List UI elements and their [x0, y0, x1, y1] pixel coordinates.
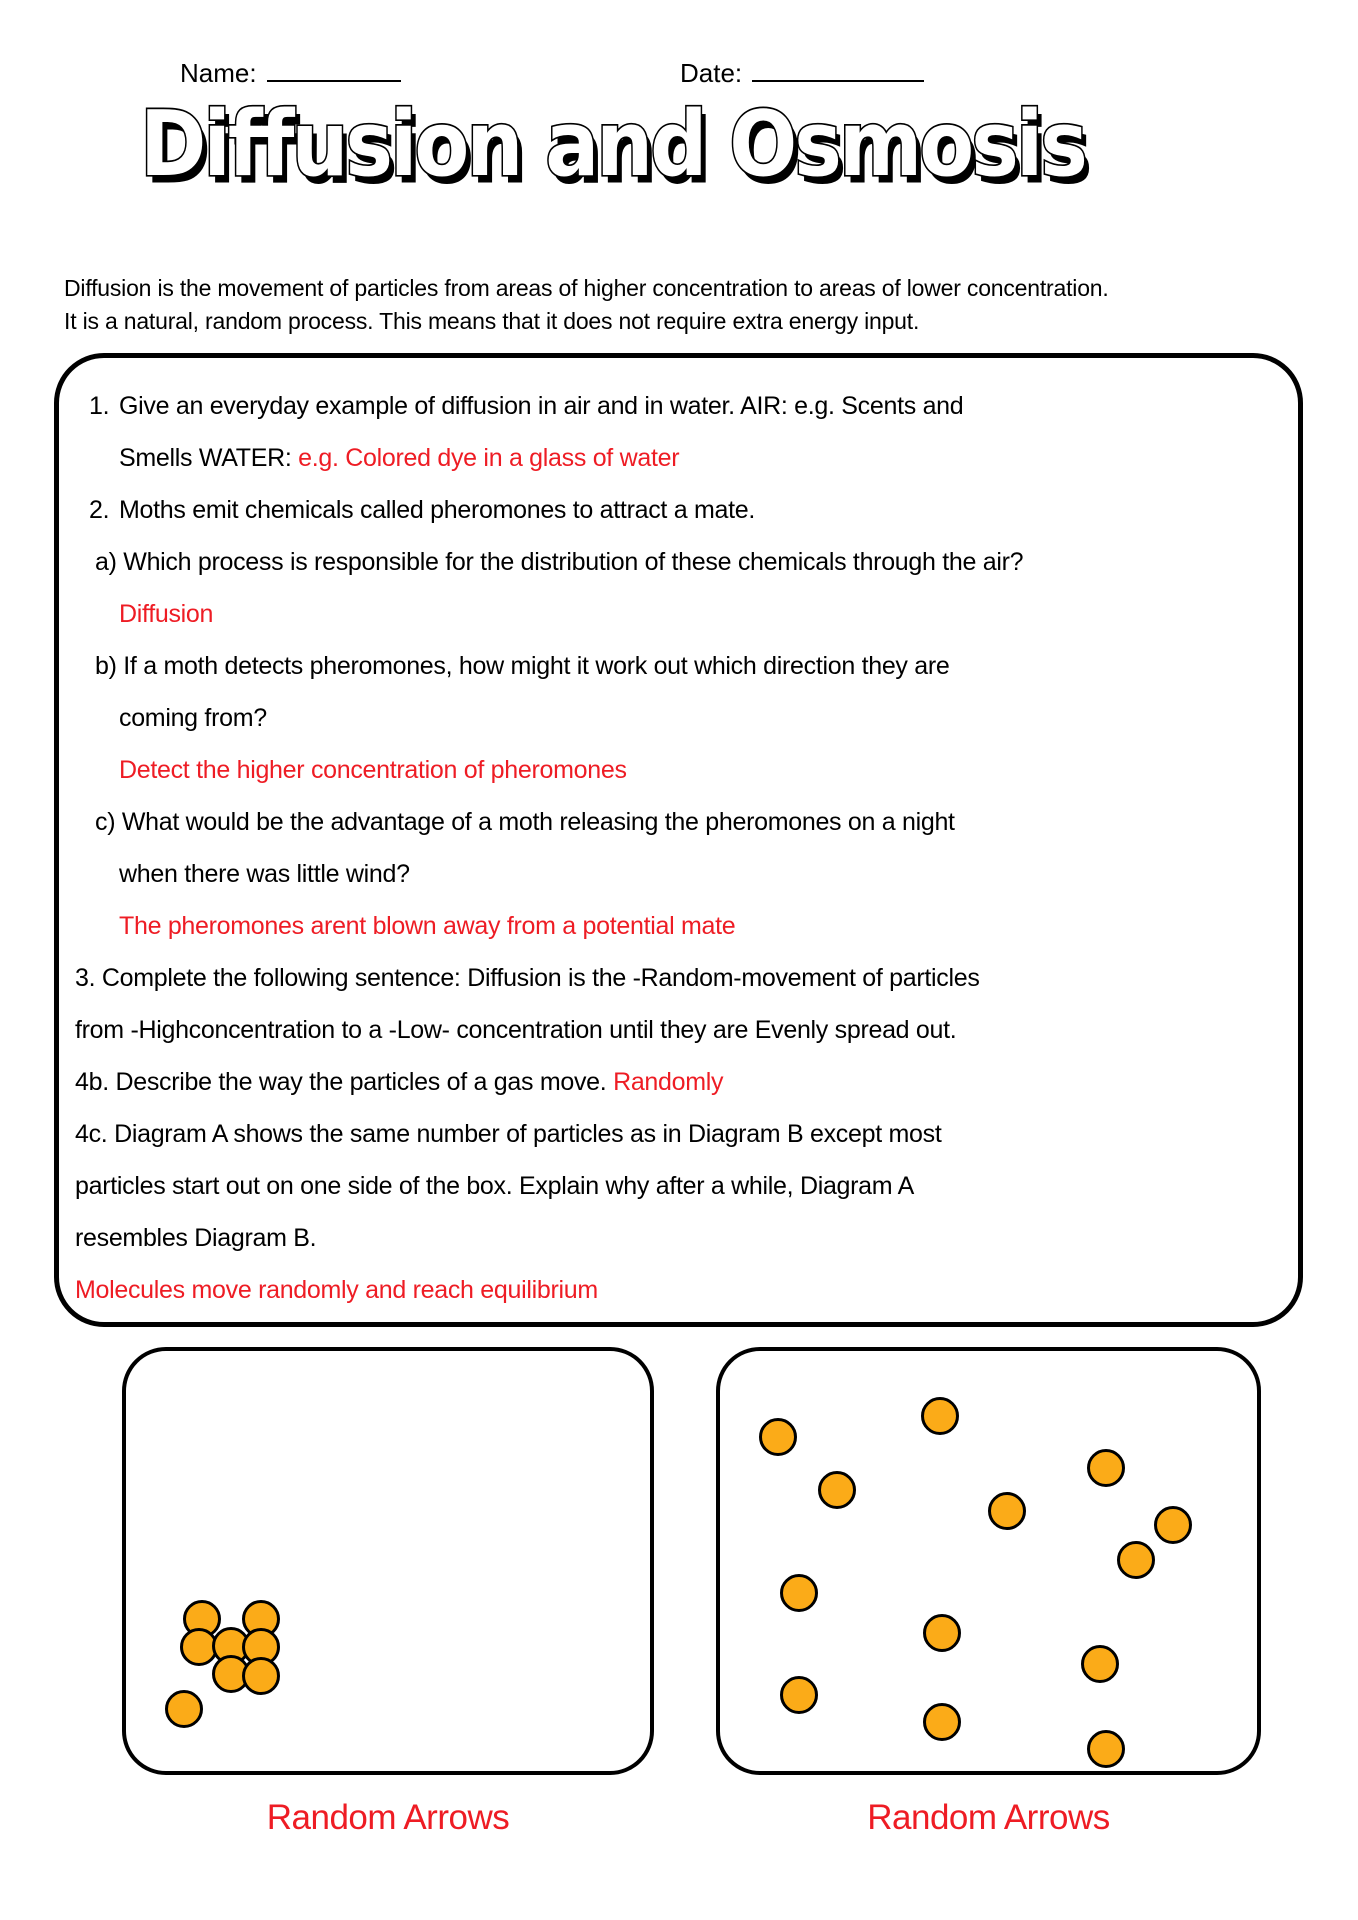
particle-circle: [818, 1471, 856, 1509]
question-line: [75, 1108, 1278, 1160]
particle-circle: [1087, 1730, 1125, 1768]
particle-circle: [1154, 1506, 1192, 1544]
question-line: [89, 380, 1278, 432]
particle-circle: [780, 1676, 818, 1714]
particle-circle: [1081, 1645, 1119, 1683]
question-line: [119, 900, 1278, 952]
answer-text: Randomly: [613, 1068, 724, 1096]
particle-circle: [988, 1492, 1026, 1530]
name-field: [180, 54, 401, 89]
question-line: [119, 432, 1278, 484]
question-text: Give an everyday example of diffusion in air and in water. AIR: e.g. Scents and: [119, 392, 964, 420]
date-field: [680, 54, 924, 89]
particle-circle: [923, 1614, 961, 1652]
answer-text: e.g. Colored dye in a glass of water: [298, 444, 680, 472]
question-line: [75, 1212, 1278, 1264]
question-number: 2.: [89, 496, 110, 524]
page-title: Diffusion and Osmosis: [140, 92, 1085, 197]
particle-circle: [923, 1703, 961, 1741]
date-blank-line: [752, 54, 924, 82]
answer-text: Detect the higher concentration of pheromones: [119, 756, 627, 784]
answer-text: Diffusion: [119, 600, 214, 628]
question-text: Moths emit chemicals called pheromones to attract a mate.: [119, 496, 755, 524]
question-text: 3. Complete the following sentence: Diffusion is the -Random-movement of particles: [75, 964, 980, 992]
intro-line-1: Diffusion is the movement of particles from areas of higher concentration to areas of lower concentration.: [64, 275, 1109, 301]
questions-box: [54, 353, 1303, 1327]
particle-circle: [165, 1690, 203, 1728]
diagram-a-box: [122, 1347, 654, 1775]
question-text: a) Which process is responsible for the distribution of these chemicals through the air?: [95, 548, 1024, 576]
question-text: 4c. Diagram A shows the same number of particles as in Diagram B except most: [75, 1120, 942, 1148]
name-label: Name:: [180, 58, 257, 88]
diagram-a-caption: Random Arrows: [266, 1798, 510, 1837]
question-line: [95, 640, 1278, 692]
question-text: coming from?: [119, 704, 267, 732]
question-line: [75, 1056, 1278, 1108]
question-text: Smells WATER:: [119, 444, 299, 472]
question-line: [119, 588, 1278, 640]
question-line: [75, 952, 1278, 1004]
question-line: [75, 1004, 1278, 1056]
particle-circle: [780, 1574, 818, 1612]
diagram-b-caption: Random Arrows: [867, 1798, 1110, 1837]
particle-circle: [1087, 1449, 1125, 1487]
question-line: [119, 848, 1278, 900]
name-blank-line: [267, 54, 401, 82]
particle-circle: [1117, 1541, 1155, 1579]
question-text: c) What would be the advantage of a moth releasing the pheromones on a night: [95, 808, 955, 836]
answer-text: The pheromones arent blown away from a potential mate: [119, 912, 736, 940]
question-line: [89, 484, 1278, 536]
question-line: [75, 1264, 1278, 1316]
question-text: b) If a moth detects pheromones, how might it work out which direction they are: [95, 652, 950, 680]
question-text: 4b. Describe the way the particles of a gas move.: [75, 1068, 614, 1096]
diagram-b-box: [716, 1347, 1261, 1775]
question-line: [95, 536, 1278, 588]
question-text: from -Highconcentration to a -Low- concentration until they are Evenly spread out.: [75, 1016, 957, 1044]
question-text: particles start out on one side of the box. Explain why after a while, Diagram A: [75, 1172, 914, 1200]
answer-text: Molecules move randomly and reach equilibrium: [75, 1276, 598, 1304]
intro-line-2: It is a natural, random process. This means that it does not require extra energy input.: [64, 308, 920, 334]
question-line: [119, 744, 1278, 796]
question-line: [75, 1160, 1278, 1212]
question-line: [119, 692, 1278, 744]
particle-circle: [242, 1657, 280, 1695]
intro-paragraph: [64, 272, 1334, 338]
question-text: resembles Diagram B.: [75, 1224, 317, 1252]
date-label: Date:: [680, 58, 743, 88]
question-line: [95, 796, 1278, 848]
question-text: when there was little wind?: [119, 860, 410, 888]
particle-circle: [921, 1397, 959, 1435]
question-number: 1.: [89, 392, 110, 420]
particle-circle: [759, 1418, 797, 1456]
